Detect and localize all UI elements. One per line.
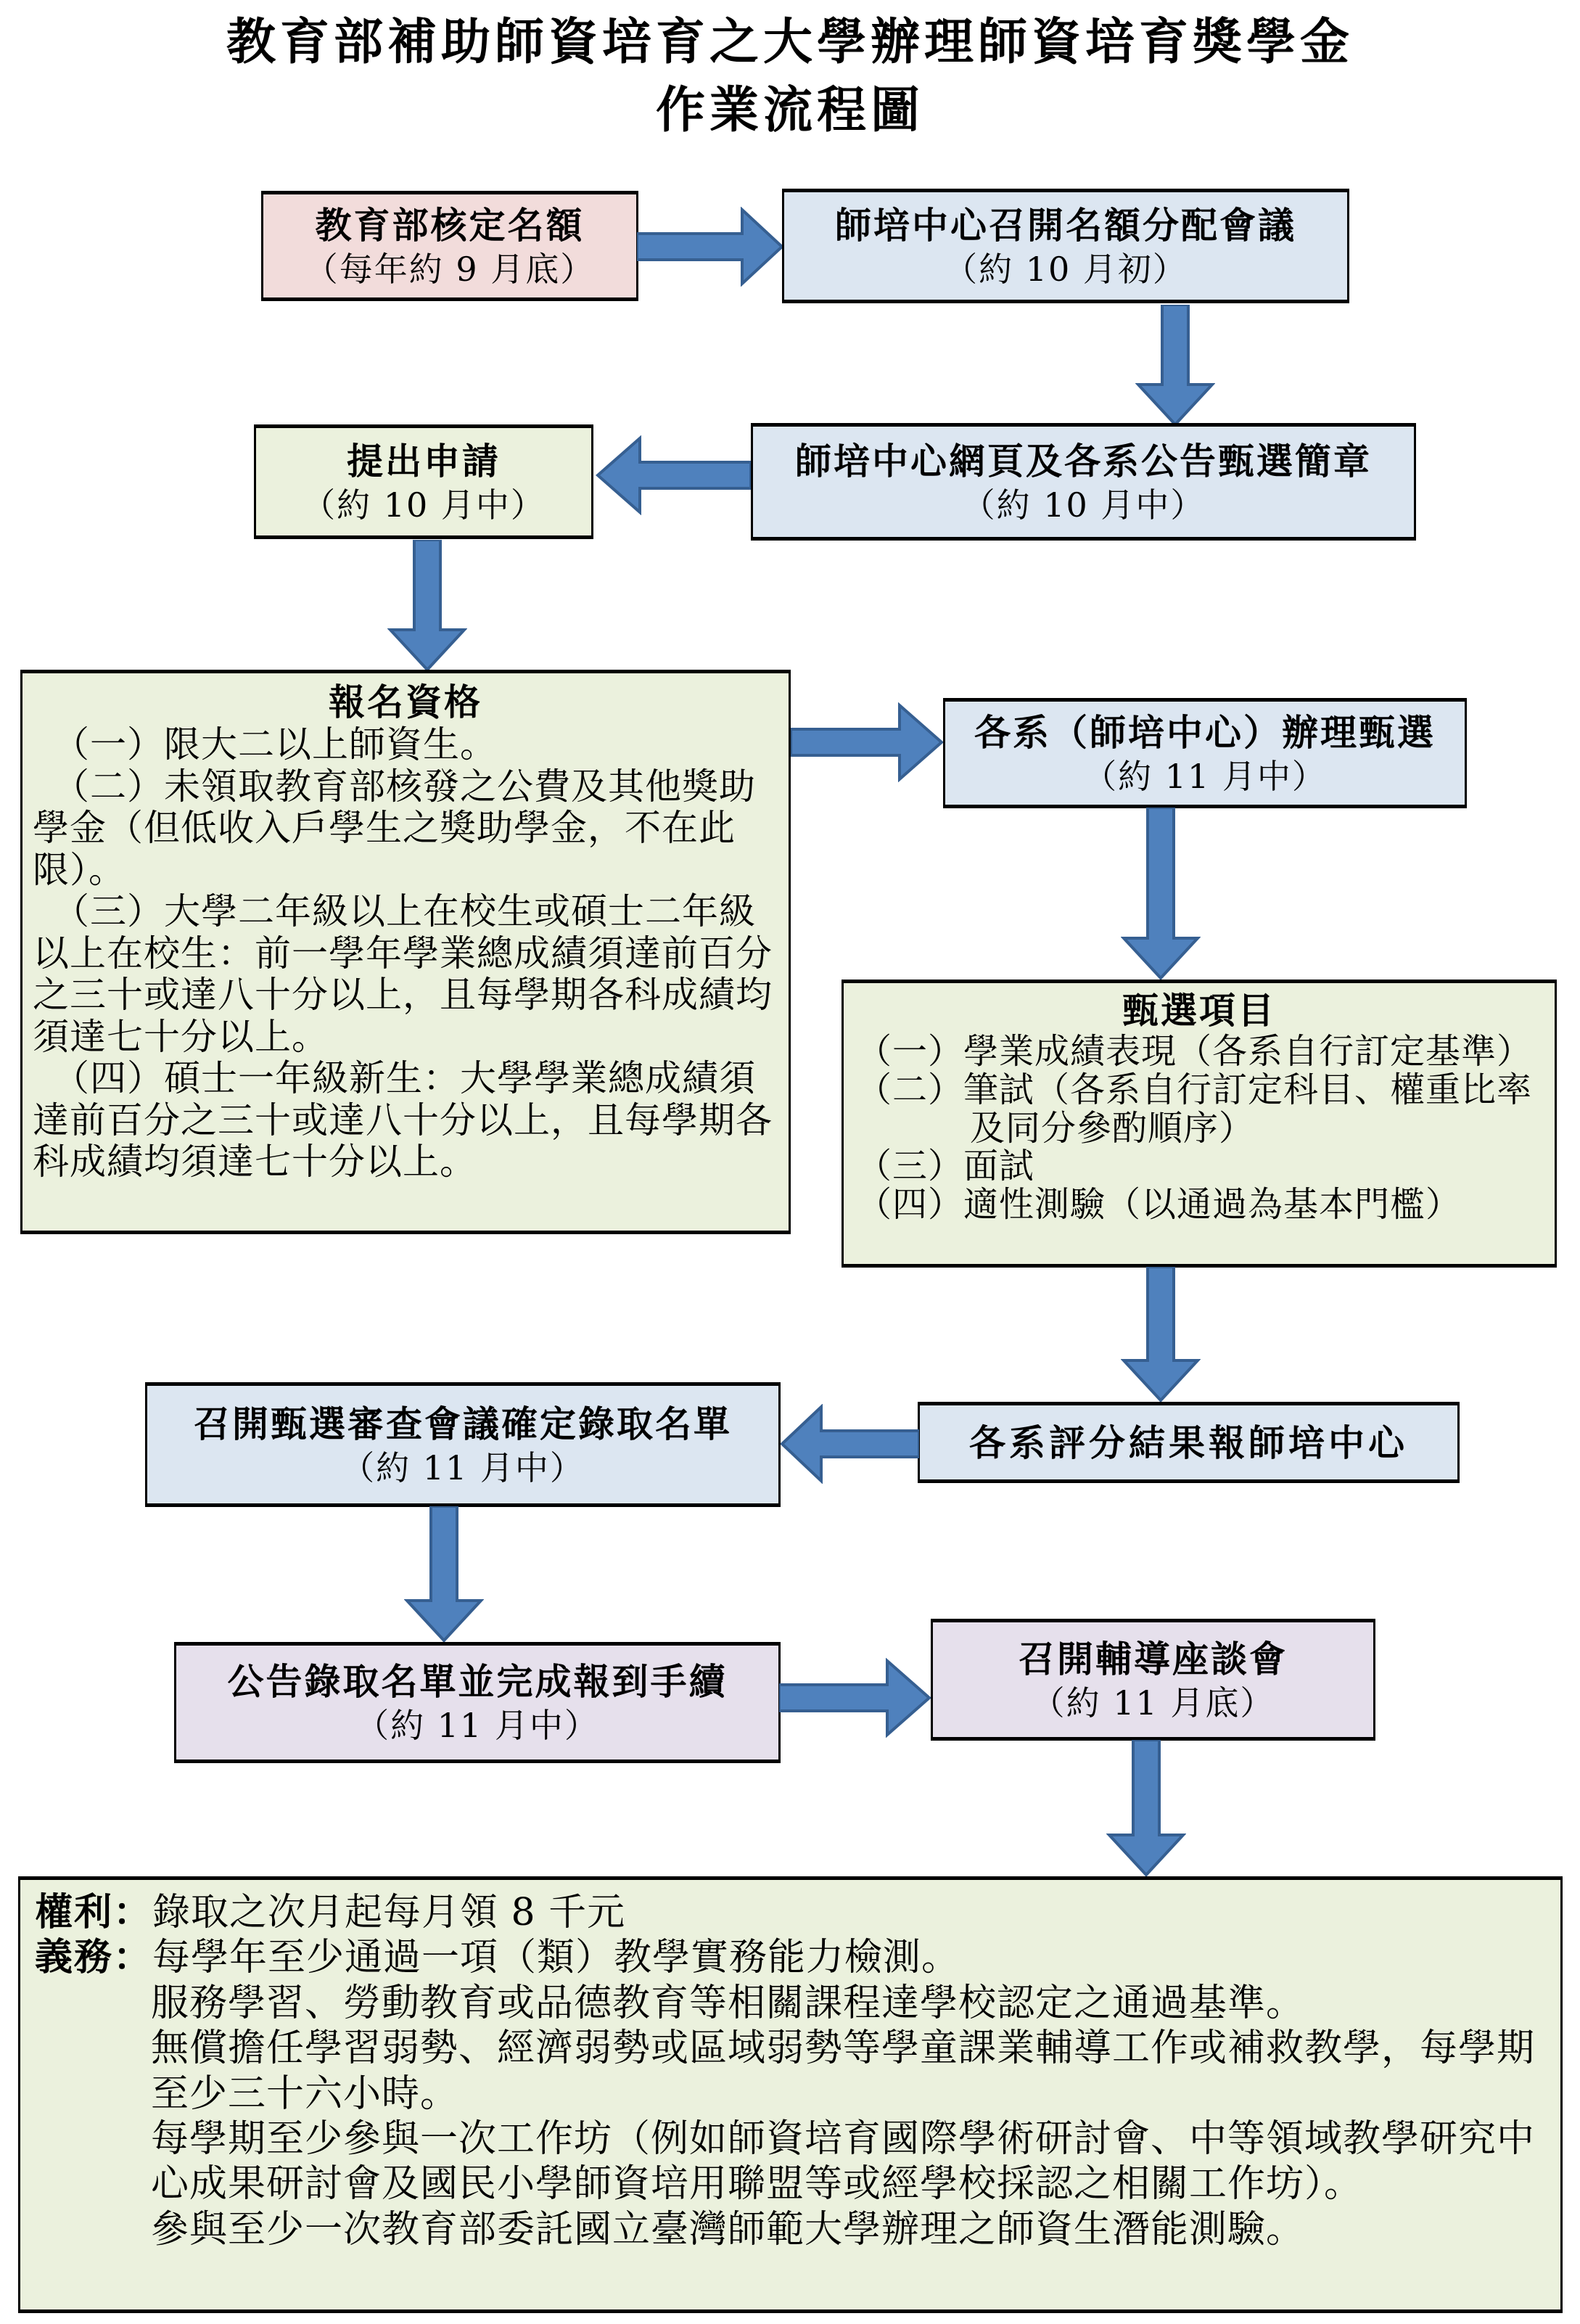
duty-text-3: 無償擔任學習弱勢、經濟弱勢或區域弱勢等學童課業輔導工作或補救教學，每學期至少三十六小時。 (151, 2027, 1536, 2116)
arrow-forum-to-benefits-icon (1106, 1740, 1186, 1877)
criteria-box (842, 980, 1557, 1268)
rights-text: 錄取之次月起每月領 8 千元 (152, 1891, 626, 1934)
selection-date: （約 11 月中） (1083, 756, 1327, 796)
report-label: 各系評分結果報師培中心 (969, 1421, 1408, 1464)
benefits-box (18, 1876, 1563, 2313)
announce-box (751, 423, 1416, 541)
criteria-item-4: （四）適性測驗（以通過為基本門檻） (857, 1184, 1462, 1225)
apply-date: （約 10 月中） (302, 485, 546, 525)
allocation-box (782, 189, 1349, 303)
page-subtitle: 作業流程圖 (655, 81, 924, 139)
criteria-item-1: （一）學業成績表現（各系自行訂定基準） (857, 1031, 1533, 1072)
eligibility-item-4: （四）碩士一年級新生：大學學業總成績須達前百分之三十或達八十分以上，且每學期各科成績均須達七十分以上。 (33, 1057, 773, 1183)
quota-label: 教育部核定名額 (315, 203, 585, 247)
page-title: 教育部補助師資培育之大學辦理師資培育獎學金 (226, 13, 1354, 71)
criteria-title: 甄選項目 (1122, 989, 1276, 1032)
arrow-eligibility-to-selection-icon (791, 702, 945, 782)
apply-label: 提出申請 (347, 439, 501, 483)
benefits-row (35, 2116, 1546, 2207)
eligibility-item-2: （二）未領取教育部核發之公費及其他獎助學金（但低收入戶學生之獎助學金，不在此限）。 (33, 765, 756, 891)
announce-date: （約 10 月中） (961, 485, 1206, 525)
benefits-row (35, 2207, 1546, 2252)
review-label: 召開甄選審查會議確定錄取名單 (194, 1402, 732, 1445)
duty-text-1: 每學年至少通過一項（類）教學實務能力檢測。 (152, 1936, 960, 1980)
duty-text-2: 服務學習、勞動教育或品德教育等相關課程達學校認定之通過基準。 (151, 1981, 1305, 2025)
eligibility-box (20, 670, 791, 1234)
forum-date: （約 11 月底） (1031, 1683, 1275, 1723)
selection-box (943, 698, 1467, 808)
arrow-report-to-review-icon (778, 1404, 919, 1484)
apply-box (254, 424, 593, 539)
selection-label: 各系（師培中心）辦理甄選 (974, 710, 1436, 754)
duty-text-4: 每學期至少參與一次工作坊（例如師資培育國際學術研討會、中等領域教學研究中心成果研討會及國民小學師資培用聯盟等或經學校採認之相關工作坊）。 (151, 2116, 1536, 2206)
arrow-review-to-publish-icon (404, 1506, 484, 1643)
arrow-allocation-to-announce-icon (1135, 305, 1215, 427)
forum-box (931, 1619, 1375, 1741)
arrow-selection-to-criteria-icon (1121, 808, 1201, 980)
publish-label: 公告錄取名單並完成報到手續 (227, 1660, 728, 1704)
benefits-row (35, 1935, 1546, 1980)
forum-label: 召開輔導座談會 (1019, 1637, 1288, 1680)
benefits-row (35, 1890, 1546, 1935)
arrow-publish-to-forum-icon (779, 1658, 932, 1738)
rights-label: 權利： (35, 1890, 153, 1934)
announce-label: 師培中心網頁及各系公告甄選簡章 (795, 439, 1372, 483)
quota-date: （每年約 9 月底） (304, 249, 596, 289)
review-box (145, 1382, 781, 1507)
arrow-apply-to-eligibility-icon (387, 540, 467, 672)
eligibility-title: 報名資格 (329, 681, 482, 723)
review-date: （約 11 月中） (341, 1448, 585, 1487)
duty-text-5: 參與至少一次教育部委託國立臺灣師範大學辦理之師資生潛能測驗。 (151, 2207, 1305, 2251)
quota-box (261, 191, 638, 301)
report-box (918, 1402, 1460, 1483)
publish-date: （約 11 月中） (355, 1706, 599, 1746)
criteria-item-2: （二）筆試（各系自行訂定科目、權重比率及同分參酌順序） (857, 1069, 1533, 1149)
eligibility-item-3: （三）大學二年級以上在校生或碩士二年級以上在校生：前一學年學業總成績須達前百分之三十或達八十分以上，且每學期各科成績均須達七十分以上。 (33, 890, 773, 1058)
benefits-row (35, 1981, 1546, 2026)
arrow-announce-to-apply-icon (593, 435, 751, 515)
publish-box (174, 1642, 781, 1763)
duty-label: 義務： (35, 1935, 153, 1980)
benefits-row (35, 2026, 1546, 2116)
allocation-date: （約 10 月初） (944, 249, 1188, 289)
criteria-item-3: （三）面試 (857, 1146, 1035, 1187)
allocation-label: 師培中心召開名額分配會議 (835, 203, 1296, 247)
arrow-criteria-to-report-icon (1121, 1267, 1201, 1403)
eligibility-item-1: （一）限大二以上師資生。 (53, 723, 497, 765)
arrow-quota-to-allocation-icon (637, 207, 785, 287)
